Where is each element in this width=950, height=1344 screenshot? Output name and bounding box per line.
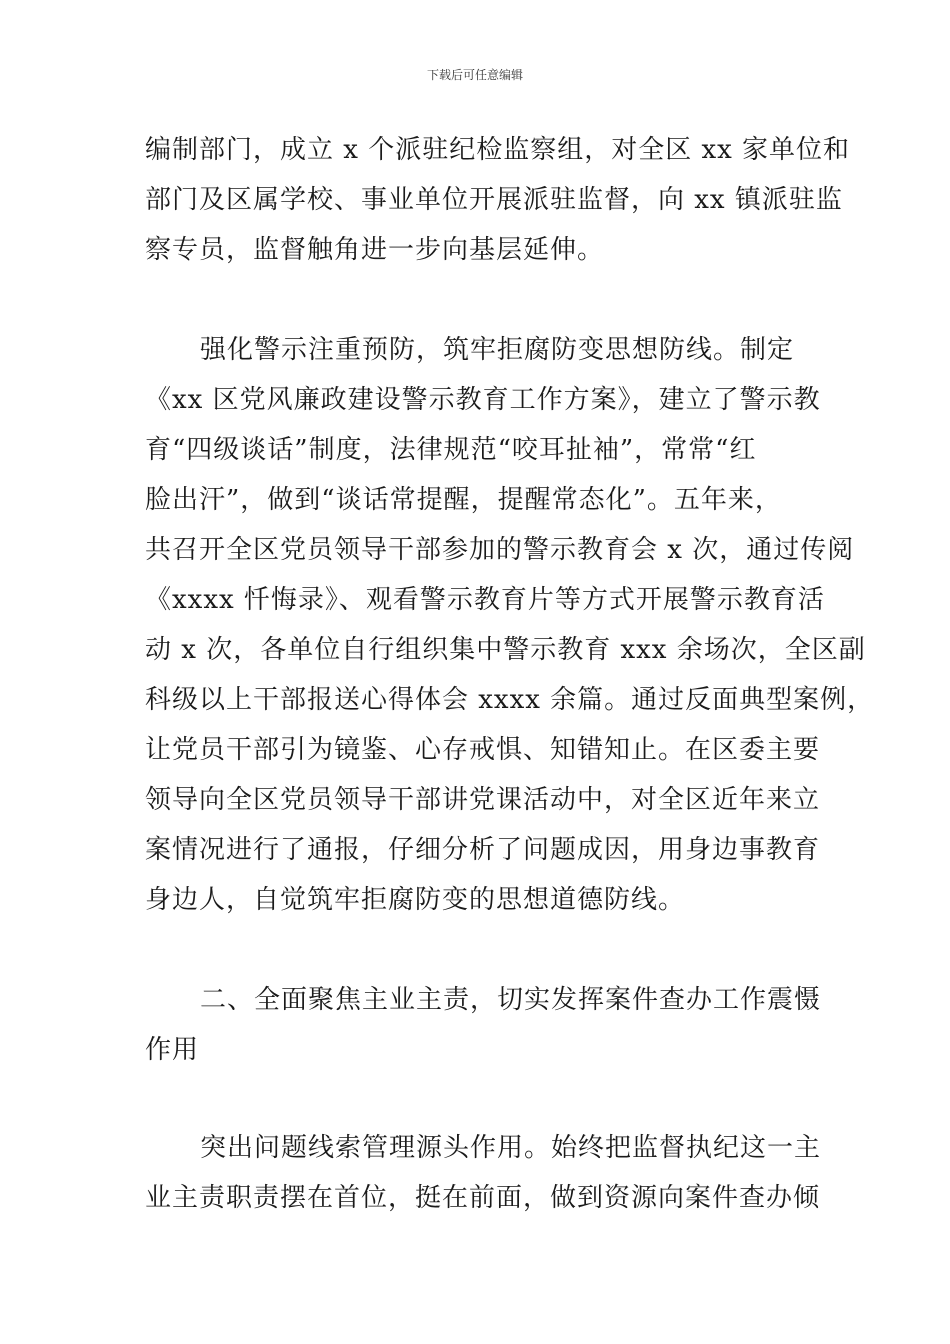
section-heading-line: 作用 <box>145 1035 200 1065</box>
text-line: 《xxxx 忏悔录》、观看警示教育片等方式开展警示教育活 <box>145 585 825 615</box>
text-line: 编制部门，成立 x 个派驻纪检监察组，对全区 xx 家单位和 <box>145 135 851 165</box>
text-line: 案情况进行了通报，仔细分析了问题成因，用身边事教育 <box>145 835 821 865</box>
text-line: 业主责职责摆在首位，挺在前面，做到资源向案件查办倾 <box>145 1183 821 1213</box>
text-line: 育“四级谈话”制度，法律规范“咬耳扯袖”，常常“红 <box>145 435 757 465</box>
text-line: 领导向全区党员领导干部讲党课活动中，对全区近年来立 <box>145 785 821 815</box>
text-line: 部门及区属学校、事业单位开展派驻监督，向 xx 镇派驻监 <box>145 185 843 215</box>
text-line: 突出问题线索管理源头作用。始终把监督执纪这一主 <box>200 1133 822 1163</box>
section-heading-line: 二、全面聚焦主业主责，切实发挥案件查办工作震慑 <box>200 985 822 1015</box>
header-note: 下载后可任意编辑 <box>426 68 523 82</box>
text-line: 共召开全区党员领导干部参加的警示教育会 x 次，通过传阅 <box>145 535 855 565</box>
text-line: 科级以上干部报送心得体会 xxxx 余篇。通过反面典型案例， <box>145 685 875 715</box>
text-line: 脸出汗”，做到“谈话常提醒，提醒常态化”。五年来， <box>145 485 782 515</box>
text-line: 让党员干部引为镜鉴、心存戒惧、知错知止。在区委主要 <box>145 735 821 765</box>
text-line: 身边人，自觉筑牢拒腐防变的思想道德防线。 <box>145 885 686 915</box>
text-line: 强化警示注重预防，筑牢拒腐防变思想防线。制定 <box>200 335 795 365</box>
text-line: 《xx 区党风廉政建设警示教育工作方案》，建立了警示教 <box>145 385 821 415</box>
text-line: 动 x 次，各单位自行组织集中警示教育 xxx 余场次，全区副 <box>145 635 866 665</box>
text-line: 察专员，监督触角进一步向基层延伸。 <box>145 235 605 265</box>
